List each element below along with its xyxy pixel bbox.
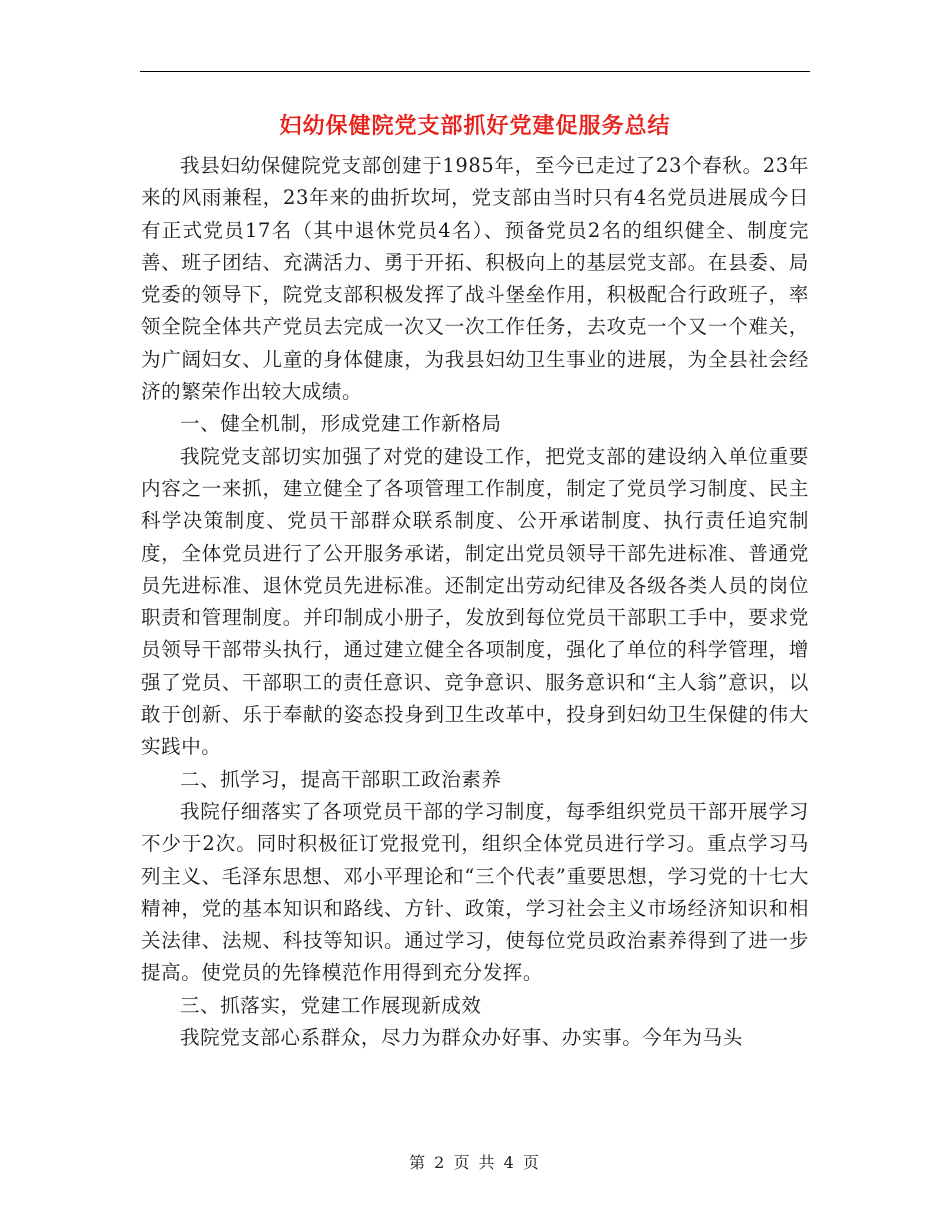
section-heading-1: 一、健全机制，形成党建工作新格局 [180, 412, 502, 436]
paragraph-section-2: 我院仔细落实了各项党员干部的学习制度，每季组织党员干部开展学习不少于2次。同时积极征订党报党刊，组织全体党员进行学习。重点学习马列主义、毛泽东思想、邓小平理论和“三个代表”重要思想，学习党的十七大精神，党的基本知识和路线、方针、政策，学习社会主义市场经济知识和相关法律、法规、科技等知识。通过学习，使每位党员政治素养得到了进一步提高。使党员的先锋模范作用得到充分发挥。 [141, 799, 809, 985]
paragraph-section-3: 我院党支部心系群众，尽力为群众办好事、办实事。今年为马头 [180, 1026, 743, 1050]
paragraph-intro: 我县妇幼保健院党支部创建于1985年，至今已走过了23个春秋。23年来的风雨兼程，23年来的曲折坎坷，党支部由当时只有4名党员进展成今日有正式党员17名（其中退休党员4名）、预备党员2名的组织健全、制度完善、班子团结、充满活力、勇于开拓、积极向上的基层党支部。在县委、局党委的领导下，院党支部积极发挥了战斗堡垒作用，积极配合行政班子，率领全院全体共产党员去完成一次又一次工作任务，去攻克一个又一个难关，为广阔妇女、儿童的身体健康，为我县妇幼卫生事业的进展，为全县社会经济的繁荣作出较大成绩。 [141, 154, 809, 404]
document-body [141, 150, 809, 1054]
paragraph-section-1: 我院党支部切实加强了对党的建设工作，把党支部的建设纳入单位重要内容之一来抓，建立健全了各项管理工作制度，制定了党员学习制度、民主科学决策制度、党员干部群众联系制度、公开承诺制度、执行责任追究制度，全体党员进行了公开服务承诺，制定出党员领导干部先进标准、普通党员先进标准、退休党员先进标准。还制定出劳动纪律及各级各类人员的岗位职责和管理制度。并印制成小册子，发放到每位党员干部职工手中，要求党员领导干部带头执行，通过建立健全各项制度，强化了单位的科学管理，增强了党员、干部职工的责任意识、竞争意识、服务意识和“主人翁”意识，以敢于创新、乐于奉献的姿态投身到卫生改革中，投身到妇幼卫生保健的伟大实践中。 [141, 444, 809, 759]
header-rule [140, 71, 810, 72]
section-heading-3: 三、抓落实，党建工作展现新成效 [180, 993, 482, 1017]
page-number-footer: 第 2 页 共 4 页 [409, 1153, 541, 1172]
document-title: 妇幼保健院党支部抓好党建促服务总结 [279, 113, 671, 139]
section-heading-2: 二、抓学习，提高干部职工政治素养 [180, 767, 502, 791]
